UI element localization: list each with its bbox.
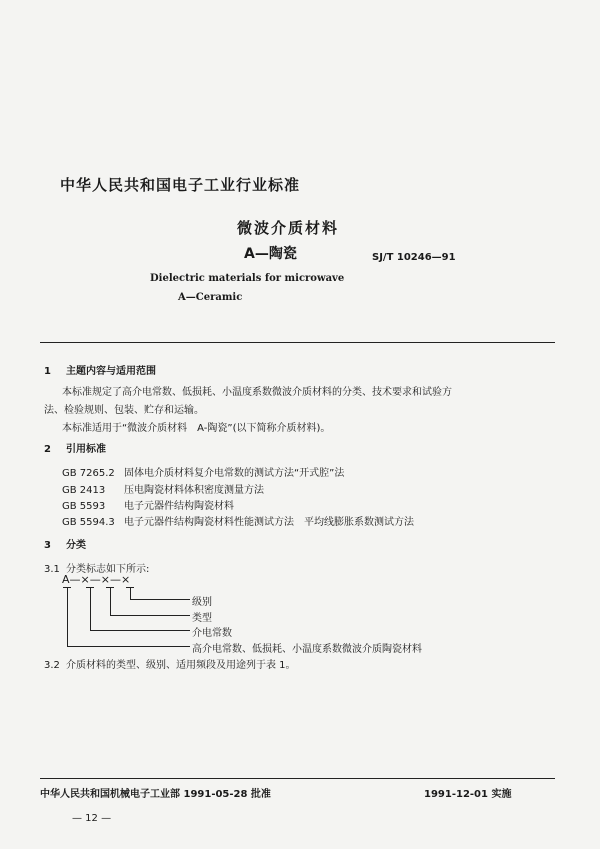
title-en-line1: Dielectric materials for microwave xyxy=(150,273,345,284)
footer-approval: 中华人民共和国机械电子工业部 1991-05-28 批准 xyxy=(40,789,271,800)
section-1-para1a: 本标准规定了高介电常数、低损耗、小温度系数微波介质材料的分类、技术要求和试验方 xyxy=(62,387,452,398)
section-1-heading xyxy=(44,362,156,377)
reference-item xyxy=(62,481,264,496)
diagram-line xyxy=(67,646,190,647)
section-3-number: 3 xyxy=(44,540,51,551)
section-1-para1b: 法、检验规则、包装、贮存和运输。 xyxy=(44,405,204,416)
title-cn-line2: A—陶瓷 xyxy=(244,246,297,262)
section-2-heading xyxy=(44,440,106,455)
section-3-title: 分类 xyxy=(66,540,86,551)
section-2-number: 2 xyxy=(44,444,51,455)
diagram-label-type: 类型 xyxy=(192,613,212,624)
standard-code: SJ/T 10246—91 xyxy=(372,252,456,263)
section-1-title: 主题内容与适用范围 xyxy=(66,366,156,377)
reference-code: GB 5594.3 xyxy=(62,517,115,528)
title-cn-line1: 微波介质材料 xyxy=(237,219,340,237)
section-1-number: 1 xyxy=(44,366,51,377)
reference-title: 固体电介质材料复介电常数的测试方法“开式腔”法 xyxy=(124,468,345,479)
title-en-line2: A—Ceramic xyxy=(178,292,243,303)
standard-header: 中华人民共和国电子工业行业标准 xyxy=(60,176,301,194)
reference-code: GB 5593 xyxy=(62,501,106,512)
page-number: — 12 — xyxy=(72,813,112,824)
diagram-label-permittivity: 介电常数 xyxy=(192,628,232,639)
reference-title: 电子元器件结构陶瓷材料 xyxy=(124,501,234,512)
diagram-label-material: 高介电常数、低损耗、小温度系数微波介质陶瓷材料 xyxy=(192,644,422,655)
section-3-heading xyxy=(44,536,86,551)
section-3-1-text: 分类标志如下所示: xyxy=(66,564,150,575)
diagram-line xyxy=(130,599,190,600)
footer-divider xyxy=(40,778,555,779)
diagram-line xyxy=(90,630,190,631)
diagram-line xyxy=(67,588,68,646)
classification-mark: A—×—×—× xyxy=(62,573,131,586)
reference-code: GB 7265.2 xyxy=(62,468,115,479)
reference-item xyxy=(62,513,414,528)
section-1-para2: 本标准适用于“微波介质材料 A-陶瓷”(以下简称介质材料)。 xyxy=(62,423,331,434)
section-3-2-text: 介质材料的类型、级别、适用频段及用途列于表 1。 xyxy=(66,660,296,671)
footer-effective-date: 1991-12-01 实施 xyxy=(424,789,512,800)
reference-item xyxy=(62,497,234,512)
diagram-line xyxy=(110,615,190,616)
reference-code: GB 2413 xyxy=(62,485,106,496)
section-3-2 xyxy=(44,656,296,671)
header-divider xyxy=(40,342,555,343)
diagram-line xyxy=(130,588,131,599)
diagram-line xyxy=(90,588,91,630)
reference-item xyxy=(62,464,344,479)
section-2-title: 引用标准 xyxy=(66,444,106,455)
diagram-line xyxy=(110,588,111,615)
section-3-1-number: 3.1 xyxy=(44,564,60,575)
diagram-label-grade: 级别 xyxy=(192,597,212,608)
reference-title: 压电陶瓷材料体积密度测量方法 xyxy=(124,485,264,496)
reference-title: 电子元器件结构陶瓷材料性能测试方法 平均线膨胀系数测试方法 xyxy=(124,517,414,528)
section-3-2-number: 3.2 xyxy=(44,660,60,671)
